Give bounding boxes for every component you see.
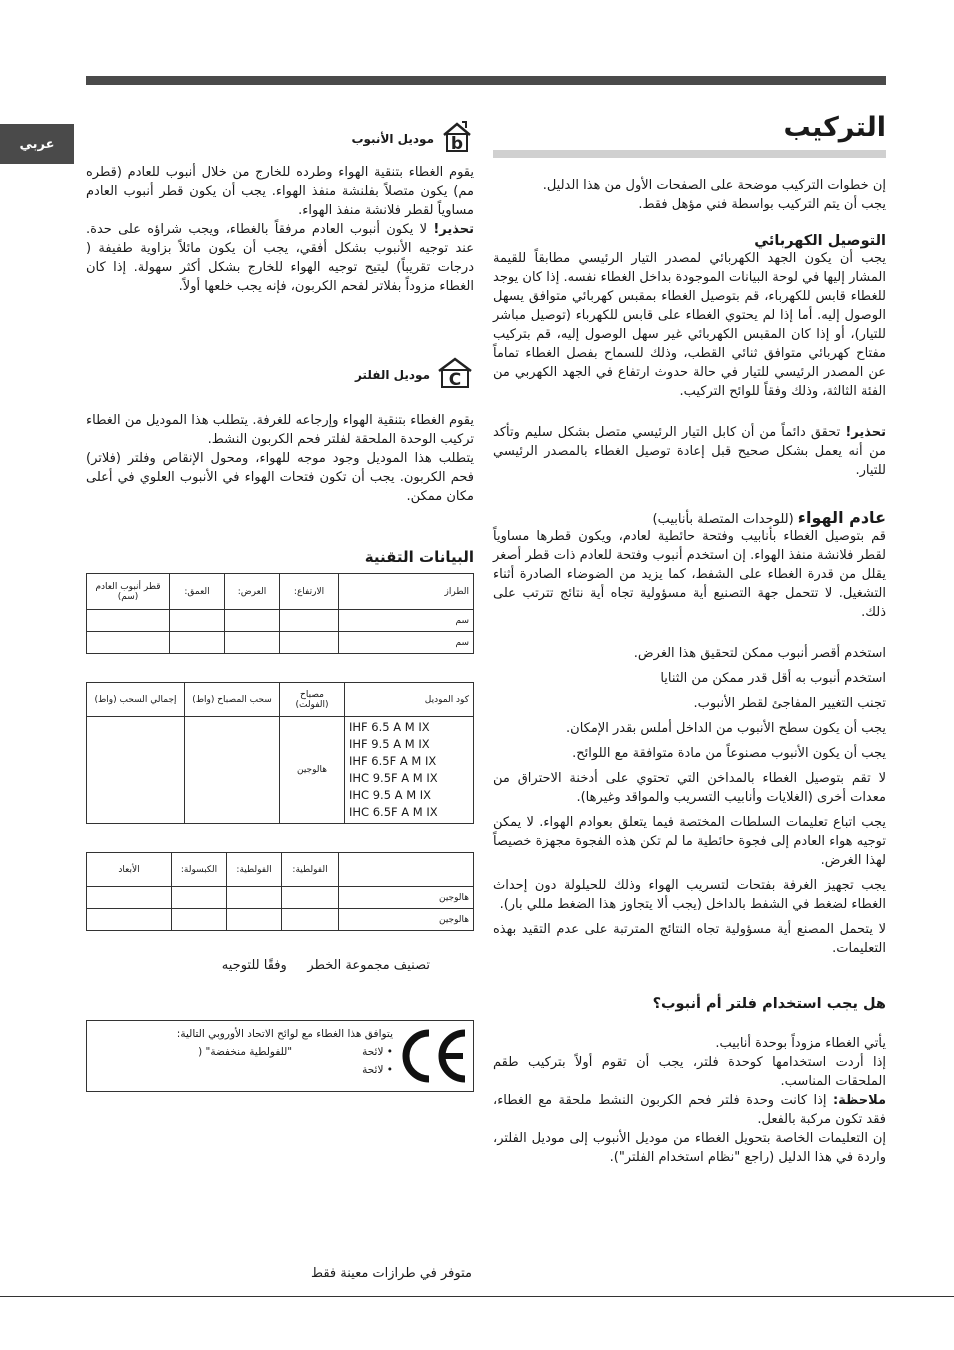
electrical-warning bbox=[493, 423, 886, 480]
footnote: متوفر في طرازات معينة فقط bbox=[310, 1266, 472, 1281]
language-tab: عربي bbox=[0, 124, 74, 164]
table-header: قطر أنبوب العادم (سم) bbox=[87, 574, 170, 610]
model-codes-cell bbox=[345, 717, 474, 824]
filter-model-p2: يتطلب هذا الموديل وجود موجه للهواء، ومحول الإنقاص وفلتر (فلاتر) فحم الكربون. يجب أن تكون فتحات الهواء في الأنبوب العلوي في أعلى مكان ممكن. bbox=[86, 451, 474, 504]
duct-model-icon bbox=[440, 120, 474, 157]
electrical-body: يجب أن يكون الجهد الكهربائي لمصدر التيار الرئيسي مطابقاً للقيمة المشار إليها في لوحة البيانات الموجودة بداخل الغطاء نفسه. إذا كان يوجد للغطاء قابس للكهرباء، قم بتوصيل الغطاء بمقبس كهربائي متوافق يسهل الوصول إليه. أما إذا لم يحتوي الغطاء على قابس للكهرباء (توصيل مباشر للتيار)، أو إذا كان المقبس الكهربائي غير سهل الوصول إليه، قم بتركيب مفتاح كهربائي متوافق ثنائي القطب، وذلك للسماح بفصل الغطاء تماماً عن المصدر الرئيسي للتيار في حالة حدوث ارتفاع في الجهد الكهربي من الفئة الثالثة، وذلك وفقاً للوائح التركيب. bbox=[493, 251, 886, 399]
model-code: IHF 6.5 A M IX bbox=[349, 720, 430, 734]
table-header: الفولطية: bbox=[282, 853, 339, 887]
exhaust-bullet: استخدم أنبوب به أقل قدر ممكن من الثنايا bbox=[660, 671, 886, 686]
table-cell bbox=[227, 909, 282, 931]
exhaust-bullet: يجب اتباع تعليمات السلطات المختصة فيما يتعلق بعوادم الهواء. لا يمكن توجيه هواء العادم إلى فجوة حائطية ما لم تكن هذه الفجوة مجهزة خصيصاً لهذا الغرض. bbox=[493, 815, 886, 868]
filter-question-heading: هل يجب استخدام فلتر أم أنبوب؟ bbox=[652, 996, 886, 1012]
table-cell bbox=[227, 887, 282, 909]
electrical-heading: التوصيل الكهربائي bbox=[754, 233, 886, 249]
table-header: مصباح (الفولت) bbox=[280, 683, 345, 717]
ce-bullet-text: لائحة bbox=[362, 1064, 384, 1076]
table-header: العمق: bbox=[170, 574, 225, 610]
table-cell bbox=[87, 887, 172, 909]
table-header: سحب المصباح (واط) bbox=[185, 683, 280, 717]
tech-table-dimensions bbox=[86, 573, 474, 654]
table-header: العرض: bbox=[225, 574, 280, 610]
top-rule bbox=[86, 76, 886, 85]
duct-model-heading-row bbox=[86, 120, 474, 157]
table-header: الارتفاع: bbox=[280, 574, 339, 610]
table-cell bbox=[280, 610, 339, 632]
exhaust-body: قم بتوصيل الغطاء بأنابيب وفتحة حائطية لعادم، ويكون قطرها مساوياً لقطر فلانشة منفذ الهواء. إن استخدم أنبوب وفتحة للعادم ذات قطر أصغر يقلل من قدرة الغطاء على الشفط، كما يزيد من الضوضاء الصادرة أثناء التشغيل. لا تتحمل جهة التصنيع أية مسؤولية تجاه أية نتائج تترتب على ذلك. bbox=[493, 529, 886, 620]
table-cell bbox=[87, 632, 170, 654]
model-code: IHF 6.5F A M IX bbox=[349, 754, 437, 768]
footer-rule bbox=[0, 1296, 954, 1297]
intro-line-2: يجب أن يتم التركيب بواسطة فني مؤهل فقط. bbox=[638, 197, 886, 212]
risk-class-line: تصنيف مجموعة الخطر وفقًا للتوجيه bbox=[221, 958, 430, 973]
exhaust-heading: عادم الهواء bbox=[797, 508, 886, 527]
duct-model-section bbox=[86, 120, 474, 296]
table-row bbox=[87, 717, 474, 824]
table-cell bbox=[170, 610, 225, 632]
exhaust-section bbox=[493, 508, 886, 958]
warning-label: تحذير! bbox=[845, 425, 886, 440]
exhaust-bullets bbox=[493, 644, 886, 958]
ce-bullet: • لائحة bbox=[362, 1064, 393, 1076]
table-cell bbox=[87, 717, 185, 824]
table-cell bbox=[225, 610, 280, 632]
exhaust-heading-row bbox=[493, 508, 886, 527]
title-underline bbox=[493, 150, 886, 158]
duct-model-warning bbox=[86, 220, 474, 296]
note-text: إذا كانت وحدة فلتر فحم الكربون النشط ملحقة مع الغطاء، فقد تكون مركبة بالفعل. bbox=[493, 1093, 886, 1127]
warning-text: تحقق دائماً من أن كابل التيار الرئيسي متصل بشكل سليم وتأكد من أنه يعمل بشكل صحيح قبل إعادة توصيل الغطاء بالمصدر الرئيسي للتيار. bbox=[493, 425, 886, 478]
table-header: إجمالي السحب (واط) bbox=[87, 683, 185, 717]
table-header: كود الموديل bbox=[345, 683, 474, 717]
table-row bbox=[87, 909, 474, 931]
ce-bullet: • لائحة bbox=[362, 1046, 393, 1058]
ce-item-text: "للفولطية منخفضة" ( bbox=[198, 1046, 293, 1058]
model-code: IHC 6.5F A M IX bbox=[349, 805, 438, 819]
filter-model-heading-row bbox=[86, 356, 474, 393]
intro-line-1: إن خطوات التركيب موضحة على الصفحات الأول من هذا الدليل. bbox=[542, 178, 886, 193]
table-cell bbox=[282, 909, 339, 931]
model-code: IHC 9.5F A M IX bbox=[349, 771, 438, 785]
exhaust-bullet: تجنب التغيير المفاجئ لقطر الأنبوب. bbox=[693, 696, 886, 711]
exhaust-bullet: لا تقم بتوصيل الغطاء بالمداخن التي تحتوي على أدخنة الاحتراق من معدات أخرى (الغلايات وأنابيب التسريب والمواقد وغيرها). bbox=[493, 771, 886, 805]
exhaust-bullet: يجب أن يكون سطح الأنبوب من الداخل أملس بقدر الإمكان. bbox=[566, 721, 886, 736]
table-cell: سم bbox=[339, 632, 474, 654]
filter-model-section bbox=[86, 356, 474, 506]
tech-heading: البيانات التقنية bbox=[364, 548, 474, 566]
page-title: التركيب bbox=[783, 112, 886, 143]
exhaust-bullet: يجب أن يكون الأنبوب مصنوعاً من مادة متوافقة مع اللوائح. bbox=[572, 746, 886, 761]
table-cell bbox=[87, 610, 170, 632]
filter-model-icon bbox=[436, 356, 474, 393]
model-code: IHC 9.5 A M IX bbox=[349, 788, 432, 802]
ce-text bbox=[93, 1025, 393, 1079]
model-code: IHF 9.5 A M IX bbox=[349, 737, 430, 751]
table-cell bbox=[280, 632, 339, 654]
table-cell bbox=[282, 887, 339, 909]
filter-model-heading: موديل الفلتر bbox=[354, 367, 430, 382]
table-header bbox=[339, 853, 474, 887]
table-cell: سم bbox=[339, 610, 474, 632]
table-cell: هالوجين bbox=[339, 909, 474, 931]
exhaust-bullet: لا يتحمل المصنع أية مسؤولية تجاه النتائج المترتبة على عدم التقيد بهذه التعليمات. bbox=[493, 922, 886, 956]
table-header: الفولطية: bbox=[227, 853, 282, 887]
ce-box bbox=[86, 1020, 474, 1092]
table-row bbox=[87, 610, 474, 632]
filter-question-p1: يأتي الغطاء مزوداً بوحدة أنابيب. bbox=[715, 1036, 886, 1051]
table-row bbox=[87, 887, 474, 909]
table-row bbox=[87, 632, 474, 654]
ce-bullet-text: لائحة bbox=[362, 1046, 384, 1058]
table-header: الأبعاد bbox=[87, 853, 172, 887]
warning-label: تحذير! bbox=[433, 222, 474, 237]
filter-question-p2: إذا أردت استخدامها كوحدة فلتر، يجب أن تقوم أولاً بتركيب طقم الملحقات المناسب. bbox=[493, 1055, 886, 1089]
lamp-type-cell: هالوجين bbox=[280, 717, 345, 824]
exhaust-bullet: استخدم أقصر أنبوب ممكن لتحقيق هذا الغرض. bbox=[633, 646, 886, 661]
filter-question-note bbox=[493, 1091, 886, 1129]
table-cell: هالوجين bbox=[339, 887, 474, 909]
ce-lead: يتوافق هذا الغطاء مع لوائح الاتحاد الأوروبي التالية: bbox=[176, 1028, 393, 1040]
filter-question-p3: إن التعليمات الخاصة بتحويل الغطاء من موديل الأنبوب إلى موديل الفلتر، واردة في هذا الدليل (راجع "نظام استخدام الفلتر"). bbox=[493, 1131, 886, 1165]
duct-model-body: يقوم الغطاء بتنقية الهواء وطرده للخارج من خلال أنبوب للعادم (قطره مم) يكون متصلاً بفلنشة منفذ الهواء. يجب أن يكون قطر أنبوب العادم مساوياً لقطر فلانشة منفذ الهواء. bbox=[86, 165, 474, 218]
duct-model-heading: موديل الأنبوب bbox=[351, 131, 434, 146]
electrical-section bbox=[493, 233, 886, 480]
svg-text:b: b bbox=[450, 134, 464, 154]
table-cell bbox=[87, 909, 172, 931]
table-cell bbox=[185, 717, 280, 824]
exhaust-heading-sub: (للوحدات المتصلة بأنابيب) bbox=[652, 512, 798, 527]
note-label: ملاحظة: bbox=[832, 1093, 886, 1108]
filter-question-section bbox=[493, 996, 886, 1167]
table-cell bbox=[170, 632, 225, 654]
ce-item bbox=[93, 1061, 393, 1079]
table-cell bbox=[225, 632, 280, 654]
table-header: الكبسولة: bbox=[172, 853, 227, 887]
svg-text:C: C bbox=[448, 370, 462, 390]
ce-item bbox=[93, 1043, 393, 1061]
tech-table-lamp bbox=[86, 852, 474, 931]
warning-text: لا يكون أنبوب العادم مرفقاً بالغطاء، ويجب شراؤه على حدة. عند توجيه الأنبوب بشكل أفقي، يجب أن يكون مائلاً بزاوية طفيفة ( درجات تقريباً) ليتيح توجيه الهواء للخارج بشكل أكثر سهولة. إذا كان الغطاء مزوداً بفلاتر لفحم الكربون، فإنه يجب خلعها أولاً. bbox=[86, 222, 474, 294]
tech-table-models bbox=[86, 682, 474, 824]
table-header: الطراز bbox=[339, 574, 474, 610]
exhaust-bullet: يجب تجهيز الغرفة بفتحات لتسريب الهواء وذلك للحيلولة دون إحداث الغطاء لضغط في الشفط بالداخل (يجب ألا يتجاوز هذا الضغط مللي بار). bbox=[493, 878, 886, 912]
filter-model-p1: يقوم الغطاء بتنقية الهواء وإرجاعه للغرفة. يتطلب هذا الموديل من الغطاء تركيب الوحدة الملحقة لفلتر فحم الكربون النشط. bbox=[86, 413, 474, 447]
ce-mark-icon bbox=[397, 1027, 469, 1089]
table-cell bbox=[172, 887, 227, 909]
intro-section bbox=[493, 176, 886, 214]
table-cell bbox=[172, 909, 227, 931]
